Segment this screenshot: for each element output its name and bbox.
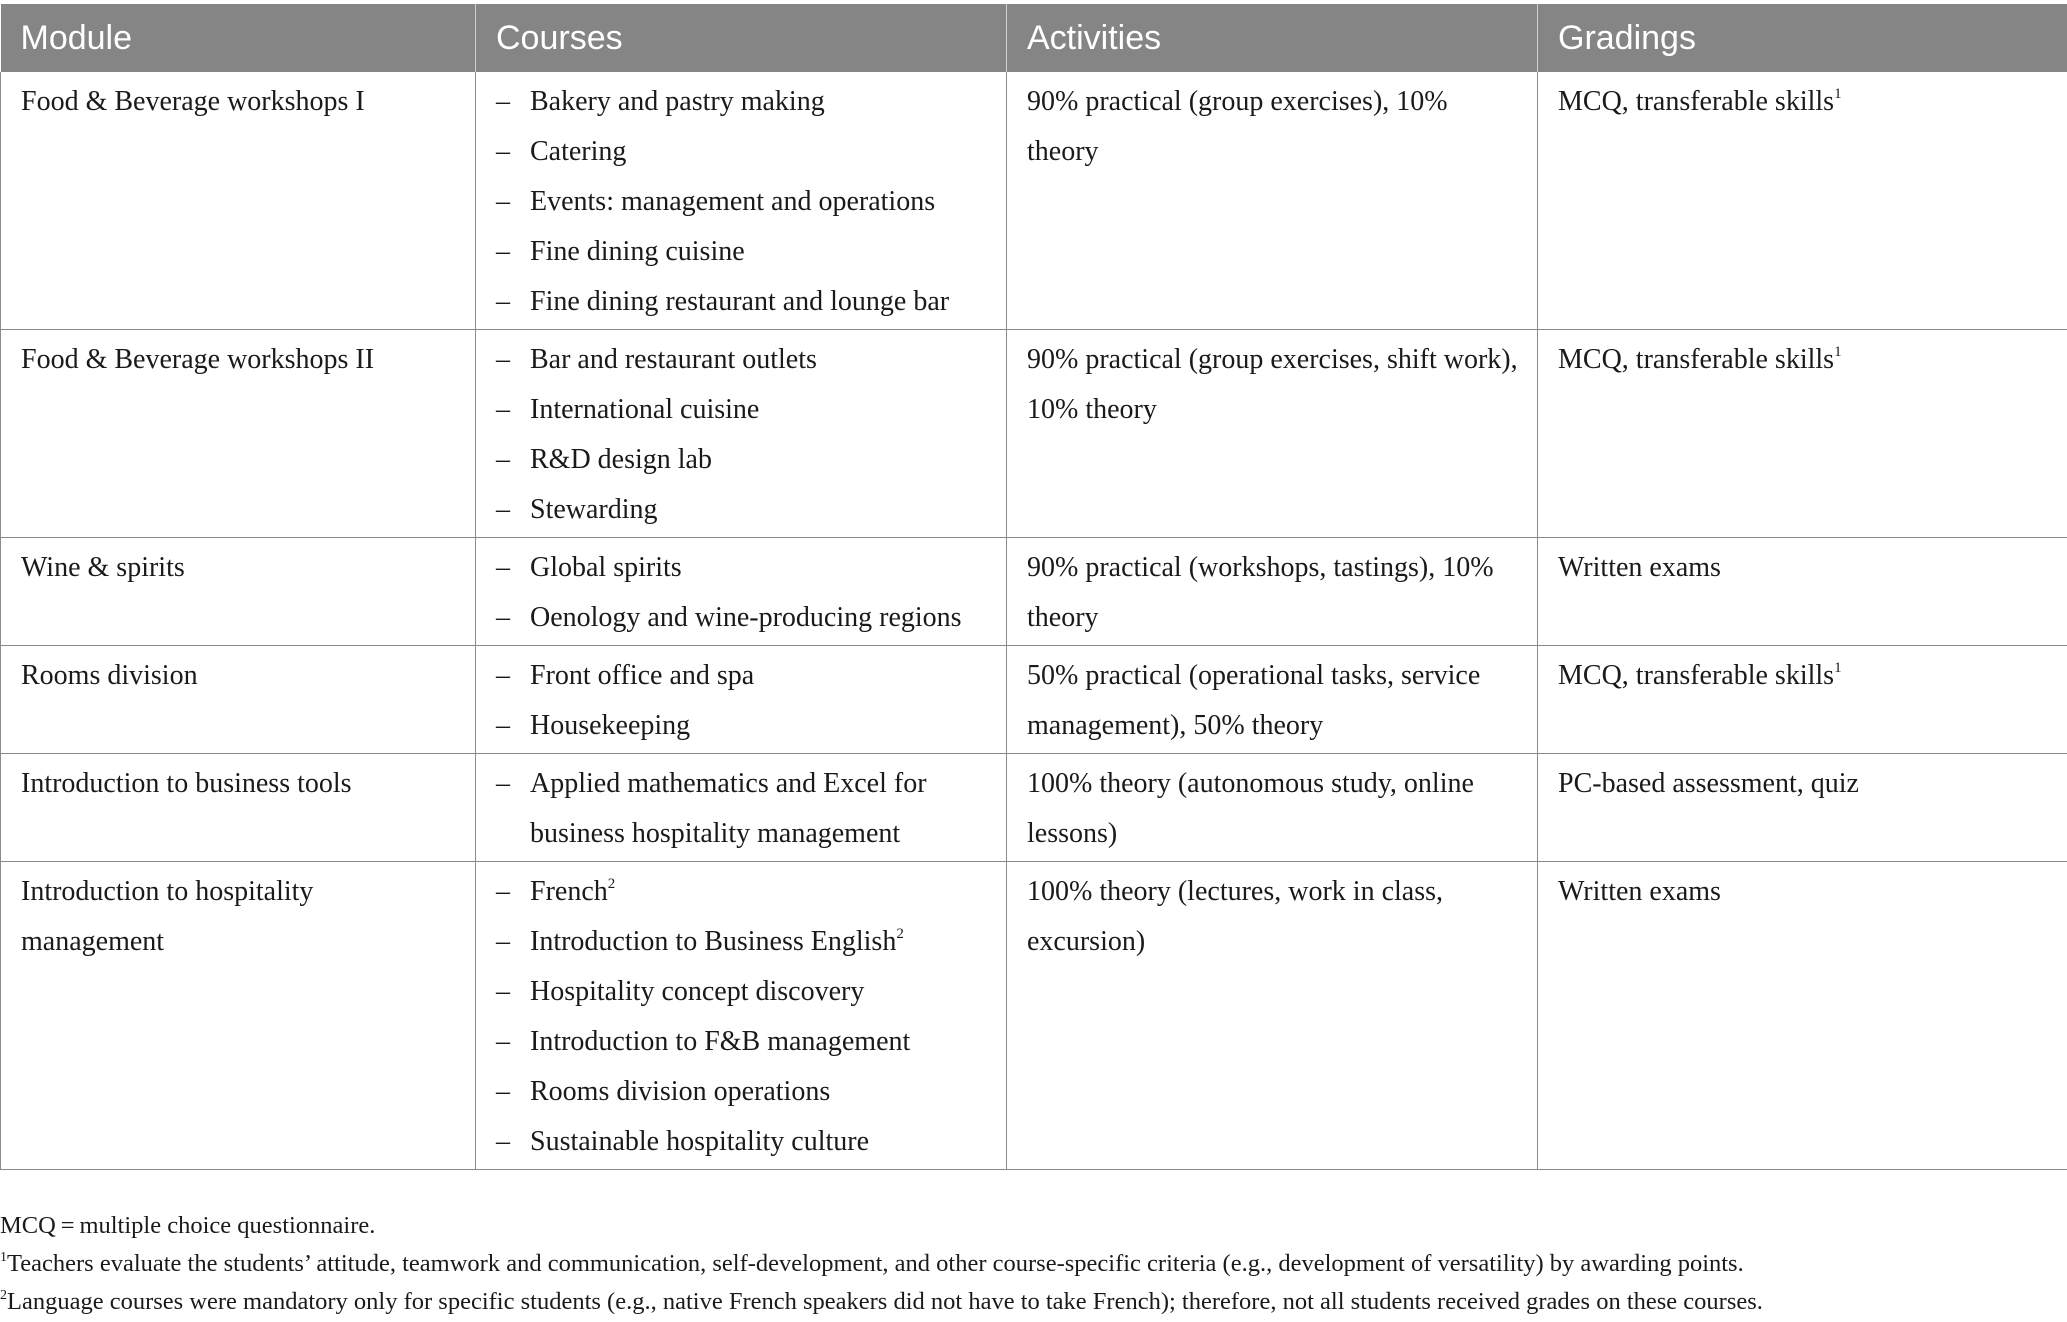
- course-item: [496, 227, 992, 277]
- course-item: [496, 385, 992, 435]
- gradings-cell: [1538, 330, 2067, 538]
- module-cell: Food & Beverage workshops II: [1, 330, 476, 538]
- course-item: [496, 701, 992, 751]
- courses-cell: [476, 538, 1007, 646]
- footnote: [0, 1207, 2067, 1245]
- course-name: Global spirits: [530, 552, 682, 583]
- dash-bullet: –: [496, 660, 510, 691]
- course-item: [496, 177, 992, 227]
- gradings-text: Written exams: [1558, 876, 1721, 907]
- module-cell: Wine & spirits: [1, 538, 476, 646]
- course-list: [496, 867, 992, 1167]
- footnote-marker: 1: [1834, 86, 1842, 102]
- curriculum-table: [0, 4, 2067, 1170]
- gradings-text: Written exams: [1558, 552, 1721, 583]
- course-item: [496, 593, 992, 643]
- activities-cell: 50% practical (operational tasks, service management), 50% theory: [1007, 646, 1538, 754]
- course-list: [496, 77, 992, 327]
- dash-bullet: –: [496, 1076, 510, 1107]
- course-item: [496, 759, 992, 859]
- course-item: [496, 1117, 992, 1167]
- footnote-text: Teachers evaluate the students’ attitude, teamwork and communication, self-development, and other course-specific criteria (e.g., development of versatility) by awarding points.: [7, 1250, 1744, 1277]
- course-item: [496, 867, 992, 917]
- dash-bullet: –: [496, 710, 510, 741]
- table-wrapper: [0, 4, 2067, 1170]
- dash-bullet: –: [496, 552, 510, 583]
- table-row: [1, 72, 2067, 330]
- course-name: Housekeeping: [530, 710, 691, 741]
- course-name: Stewarding: [530, 494, 658, 525]
- footnote: [0, 1245, 2067, 1283]
- table-row: [1, 646, 2067, 754]
- footnote-marker: 1: [1834, 660, 1842, 676]
- courses-cell: [476, 330, 1007, 538]
- table-footnotes: [0, 1207, 2067, 1321]
- course-item: [496, 335, 992, 385]
- dash-bullet: –: [496, 1026, 510, 1057]
- gradings-cell: [1538, 754, 2067, 862]
- activities-cell: 90% practical (group exercises), 10% theory: [1007, 72, 1538, 330]
- course-item: [496, 651, 992, 701]
- course-list: [496, 759, 992, 859]
- footnote-marker: 2: [896, 926, 904, 942]
- course-name: R&D design lab: [530, 444, 712, 475]
- activities-cell: 90% practical (workshops, tastings), 10% theory: [1007, 538, 1538, 646]
- activities-cell: 100% theory (autonomous study, online lessons): [1007, 754, 1538, 862]
- course-name: Bakery and pastry making: [530, 86, 825, 117]
- gradings-text: PC-based assessment, quiz: [1558, 768, 1859, 799]
- footnote-text: Language courses were mandatory only for specific students (e.g., native French speakers did not have to take French); therefore, not all students received grades on these courses.: [7, 1288, 1763, 1315]
- course-name: Bar and restaurant outlets: [530, 344, 817, 375]
- course-item: [496, 277, 992, 327]
- header-row: [1, 4, 2067, 72]
- dash-bullet: –: [496, 1126, 510, 1157]
- courses-cell: [476, 72, 1007, 330]
- course-list: [496, 335, 992, 535]
- course-name: Fine dining restaurant and lounge bar: [530, 286, 950, 317]
- gradings-cell: [1538, 862, 2067, 1170]
- dash-bullet: –: [496, 976, 510, 1007]
- course-name: Applied mathematics and Excel for business hospitality management: [530, 768, 927, 849]
- footnote-text: MCQ = multiple choice questionnaire.: [0, 1212, 376, 1239]
- dash-bullet: –: [496, 444, 510, 475]
- header-gradings: Gradings: [1538, 4, 2067, 72]
- footnote: [0, 1283, 2067, 1321]
- dash-bullet: –: [496, 876, 510, 907]
- table-row: [1, 862, 2067, 1170]
- gradings-text: MCQ, transferable skills: [1558, 344, 1835, 375]
- course-list: [496, 651, 992, 751]
- dash-bullet: –: [496, 602, 510, 633]
- course-item: [496, 967, 992, 1017]
- course-item: [496, 435, 992, 485]
- courses-cell: [476, 862, 1007, 1170]
- footnote-marker: 2: [607, 876, 616, 892]
- gradings-text: MCQ, transferable skills: [1558, 86, 1835, 117]
- course-item: [496, 1067, 992, 1117]
- course-name: Events: management and operations: [530, 186, 936, 217]
- module-cell: Rooms division: [1, 646, 476, 754]
- dash-bullet: –: [496, 236, 510, 267]
- courses-cell: [476, 754, 1007, 862]
- footnote-number: 1: [0, 1250, 7, 1265]
- module-cell: Introduction to business tools: [1, 754, 476, 862]
- header-activities: Activities: [1007, 4, 1538, 72]
- gradings-cell: [1538, 646, 2067, 754]
- dash-bullet: –: [496, 926, 510, 957]
- dash-bullet: –: [496, 394, 510, 425]
- dash-bullet: –: [496, 286, 510, 317]
- course-item: [496, 485, 992, 535]
- activities-cell: 100% theory (lectures, work in class, excursion): [1007, 862, 1538, 1170]
- header-module: Module: [1, 4, 476, 72]
- course-name: Introduction to F&B management: [530, 1026, 911, 1057]
- gradings-text: MCQ, transferable skills: [1558, 660, 1835, 691]
- course-name: Rooms division operations: [530, 1076, 831, 1107]
- dash-bullet: –: [496, 494, 510, 525]
- course-item: [496, 127, 992, 177]
- course-item: [496, 77, 992, 127]
- course-item: [496, 543, 992, 593]
- table-row: [1, 538, 2067, 646]
- dash-bullet: –: [496, 186, 510, 217]
- course-name: International cuisine: [530, 394, 760, 425]
- header-courses: Courses: [476, 4, 1007, 72]
- course-name: French: [530, 876, 608, 907]
- course-list: [496, 543, 992, 643]
- dash-bullet: –: [496, 768, 510, 799]
- table-row: [1, 330, 2067, 538]
- footnote-number: 2: [0, 1288, 7, 1303]
- dash-bullet: –: [496, 86, 510, 117]
- course-item: [496, 1017, 992, 1067]
- module-cell: Food & Beverage workshops I: [1, 72, 476, 330]
- course-name: Hospitality concept discovery: [530, 976, 865, 1007]
- table-header: [1, 4, 2067, 72]
- activities-cell: 90% practical (group exercises, shift work), 10% theory: [1007, 330, 1538, 538]
- course-name: Sustainable hospitality culture: [530, 1126, 870, 1157]
- table-row: [1, 754, 2067, 862]
- footnote-marker: 1: [1834, 344, 1842, 360]
- module-cell: Introduction to hospitality management: [1, 862, 476, 1170]
- courses-cell: [476, 646, 1007, 754]
- course-name: Catering: [530, 136, 627, 167]
- dash-bullet: –: [496, 136, 510, 167]
- table-body: [1, 72, 2067, 1170]
- course-name: Oenology and wine-producing regions: [530, 602, 962, 633]
- gradings-cell: [1538, 72, 2067, 330]
- course-name: Fine dining cuisine: [530, 236, 745, 267]
- course-item: [496, 917, 992, 967]
- course-name: Introduction to Business English: [530, 926, 897, 957]
- dash-bullet: –: [496, 344, 510, 375]
- gradings-cell: [1538, 538, 2067, 646]
- course-name: Front office and spa: [530, 660, 755, 691]
